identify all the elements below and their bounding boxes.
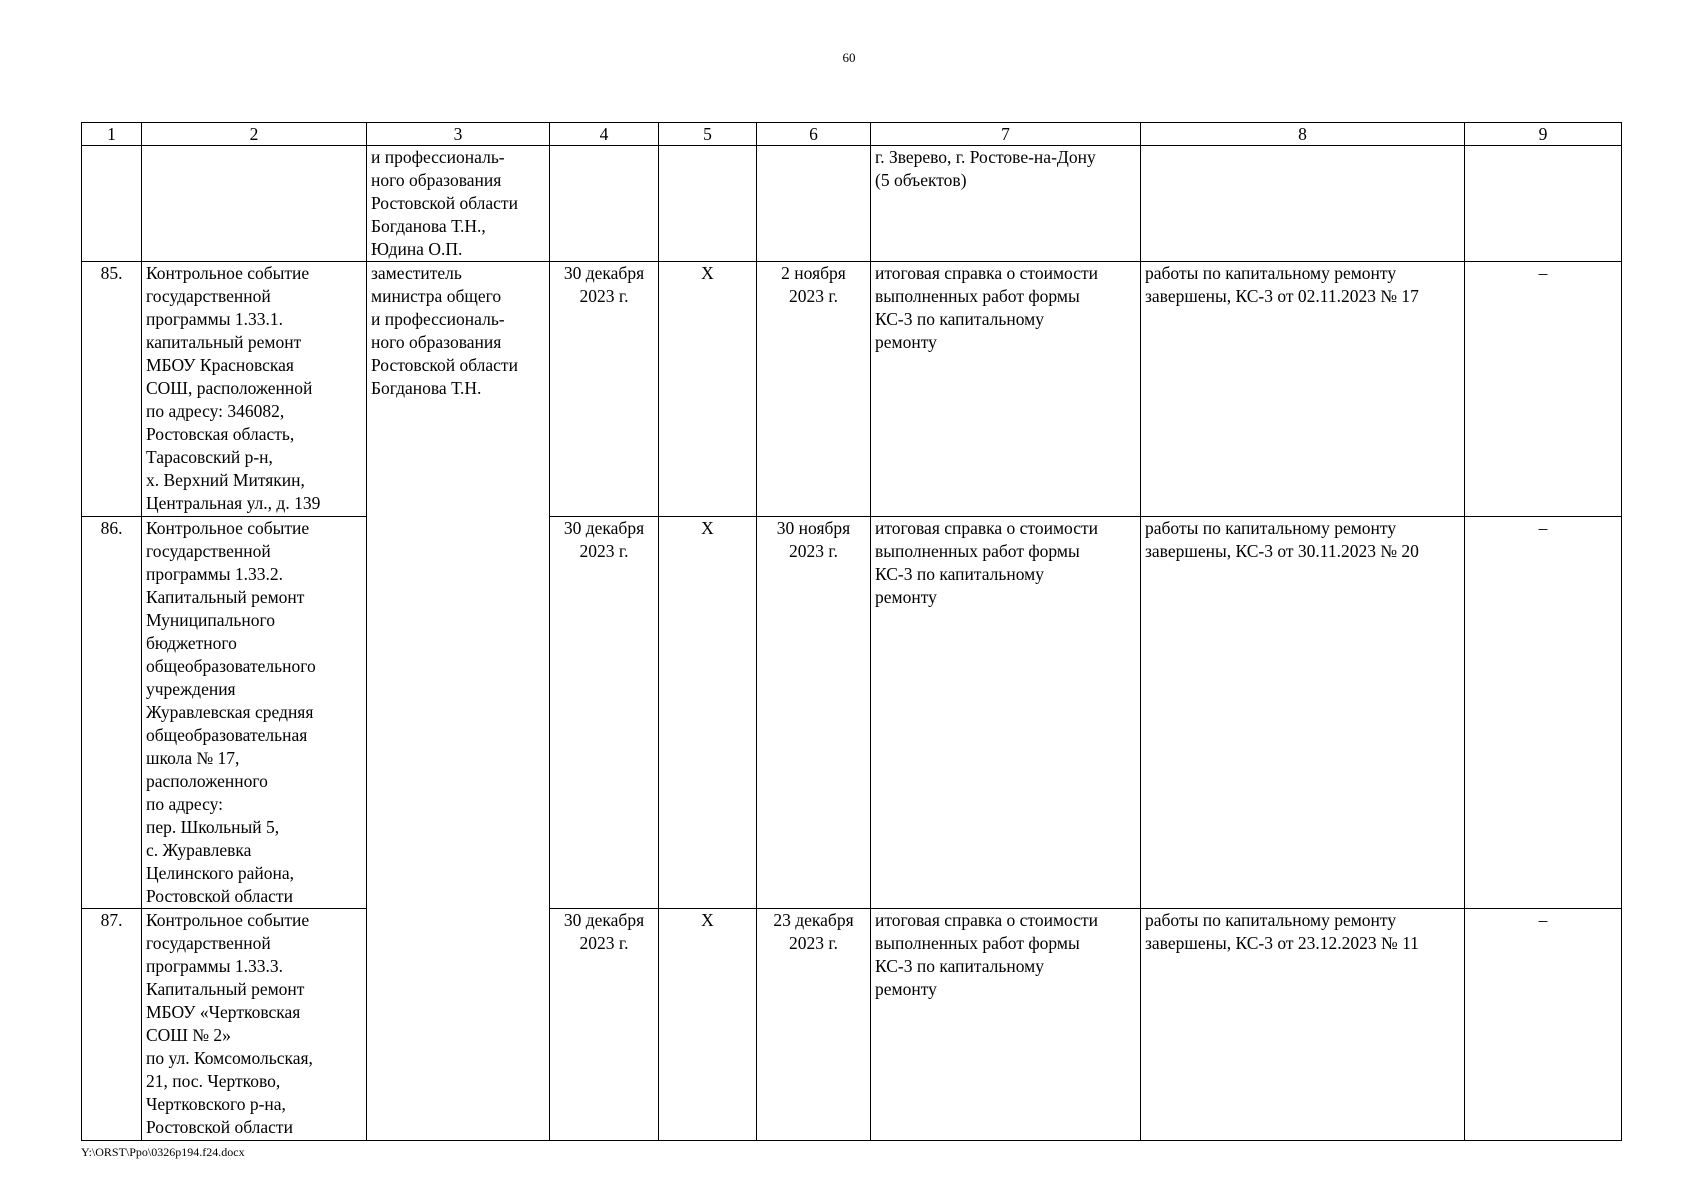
note-cell: – [1465, 517, 1622, 909]
table-row [82, 262, 1622, 517]
event-cell [142, 146, 367, 262]
column-header: 7 [871, 123, 1141, 146]
column-header: 6 [757, 123, 871, 146]
footer-file-path: Y:\ORST\Ppo\0326p194.f24.docx [81, 1145, 245, 1159]
column-header: 5 [659, 123, 757, 146]
table-row [82, 517, 1622, 909]
result-cell: работы по капитальному ремонту завершены, КС-3 от 30.11.2023 № 20 [1141, 517, 1465, 909]
row-number-cell [82, 146, 142, 262]
col5-cell: Х [659, 909, 757, 1141]
responsible-cell: заместитель министра общего и профессиональ- ного образования Ростовской области Богданова Т.Н. [367, 262, 550, 1141]
column-header: 3 [367, 123, 550, 146]
col5-cell: Х [659, 262, 757, 517]
fact-date-cell: 2 ноября 2023 г. [757, 262, 871, 517]
result-cell: работы по капитальному ремонту завершены, КС-3 от 02.11.2023 № 17 [1141, 262, 1465, 517]
document-cell: итоговая справка о стоимости выполненных работ формы КС-3 по капитальному ремонту [871, 909, 1141, 1141]
document-cell: итоговая справка о стоимости выполненных работ формы КС-3 по капитальному ремонту [871, 517, 1141, 909]
table-row-continuation [82, 146, 1622, 262]
plan-date-cell: 30 декабря 2023 г. [550, 262, 659, 517]
fact-date-cell [757, 146, 871, 262]
responsible-cell: и профессиональ- ного образования Ростовской области Богданова Т.Н., Юдина О.П. [367, 146, 550, 262]
note-cell: – [1465, 262, 1622, 517]
document-cell: г. Зверево, г. Ростове-на-Дону (5 объектов) [871, 146, 1141, 262]
result-cell [1141, 146, 1465, 262]
fact-date-cell: 23 декабря 2023 г. [757, 909, 871, 1141]
column-header: 1 [82, 123, 142, 146]
plan-date-cell [550, 146, 659, 262]
fact-date-cell: 30 ноября 2023 г. [757, 517, 871, 909]
plan-date-cell: 30 декабря 2023 г. [550, 517, 659, 909]
column-number-row [82, 123, 1622, 146]
document-cell: итоговая справка о стоимости выполненных работ формы КС-3 по капитальному ремонту [871, 262, 1141, 517]
col5-cell [659, 146, 757, 262]
page-number: 60 [842, 50, 856, 65]
result-cell: работы по капитальному ремонту завершены, КС-3 от 23.12.2023 № 11 [1141, 909, 1465, 1141]
row-number-cell: 87. [82, 909, 142, 1141]
column-header: 8 [1141, 123, 1465, 146]
column-header: 2 [142, 123, 367, 146]
table-row [82, 909, 1622, 1141]
plan-date-cell: 30 декабря 2023 г. [550, 909, 659, 1141]
col5-cell: Х [659, 517, 757, 909]
event-cell: Контрольное событие государственной программы 1.33.1. капитальный ремонт МБОУ Красновская СОШ, расположенной по адресу: 346082, Ростовская область, Тарасовский р-н, х. Верхний Митякин, Центральная ул., д. 139 [142, 262, 367, 517]
note-cell [1465, 146, 1622, 262]
event-cell: Контрольное событие государственной программы 1.33.3. Капитальный ремонт МБОУ «Чертковская СОШ № 2» по ул. Комсомольская, 21, пос. Чертково, Чертковского р-на, Ростовской области [142, 909, 367, 1141]
control-events-table [81, 122, 1622, 1141]
note-cell: – [1465, 909, 1622, 1141]
event-cell: Контрольное событие государственной программы 1.33.2. Капитальный ремонт Муниципального бюджетного общеобразовательного учреждения Журавлевская средняя общеобразовательная школа № 17, расположенного по адресу: пер. Школьный 5, с. Журавлевка Целинского района, Ростовской области [142, 517, 367, 909]
column-header: 9 [1465, 123, 1622, 146]
column-header: 4 [550, 123, 659, 146]
row-number-cell: 86. [82, 517, 142, 909]
row-number-cell: 85. [82, 262, 142, 517]
